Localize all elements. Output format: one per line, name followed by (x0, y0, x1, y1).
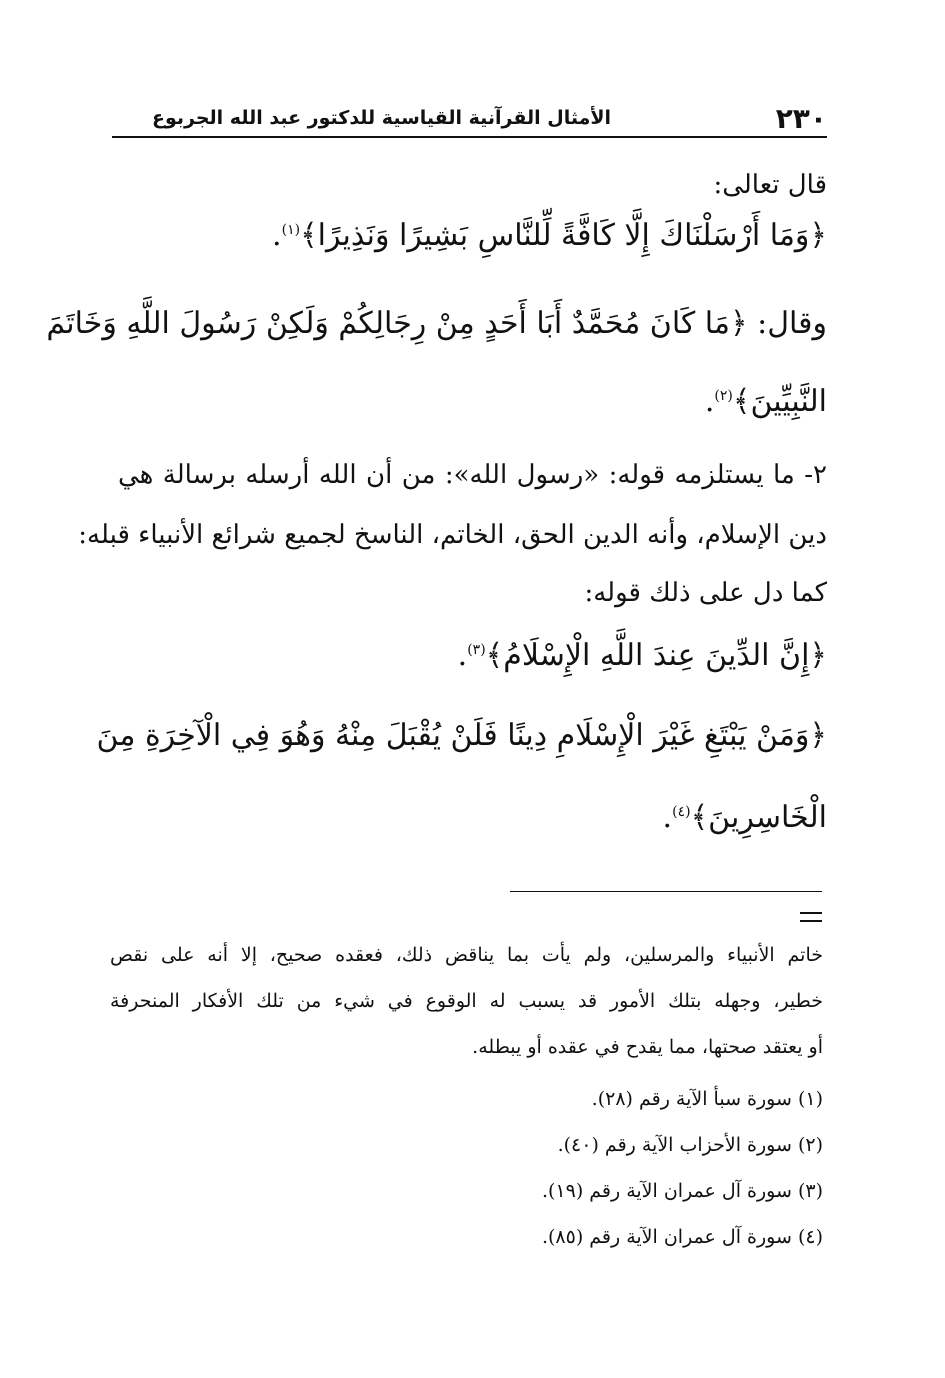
intro-text: قال تعالى: (713, 170, 827, 200)
verse-4-line-2 (663, 800, 827, 835)
verse-text: الْخَاسِرِينَ﴾ (690, 800, 827, 835)
footnote-ref: (٤) (672, 804, 691, 820)
paragraph-line-3 (584, 578, 827, 608)
page-number: ٢٣٠ (775, 101, 827, 135)
verse-1 (272, 218, 827, 253)
footnote-ref: (٣) (467, 642, 486, 658)
verse-text: ﴿مَا كَانَ مُحَمَّدٌ أَبَا أَحَدٍ مِنْ رِجَالِكُمْ وَلَكِنْ رَسُولَ اللَّهِ وَخَاتَمَ (46, 306, 748, 341)
paragraph-text: ٢- ما يستلزمه قوله: «رسول الله»: من أن الله أرسله برسالة هي (118, 460, 827, 490)
paragraph-text: دين الإسلام، وأنه الدين الحق، الخاتم، الناسخ لجميع شرائع الأنبياء قبله: (78, 520, 827, 550)
footnote-3: (٣) سورة آل عمران الآية رقم (١٩). (541, 1180, 823, 1202)
verse-text: ﴿وَمَنْ يَبْتَغِ غَيْرَ الْإِسْلَامِ دِينًا فَلَنْ يُقْبَلَ مِنْهُ وَهُوَ فِي الْآخِرَةِ مِنَ (96, 718, 827, 753)
paragraph-text: كما دل على ذلك قوله: (584, 578, 827, 608)
footnote-1: (١) سورة سبأ الآية رقم (٢٨). (591, 1088, 823, 1110)
running-title: الأمثال القرآنية القياسية للدكتور عبد الله الجربوع (152, 107, 612, 129)
paragraph-line-2 (78, 520, 827, 550)
footnote-2: (٢) سورة الأحزاب الآية رقم (٤٠). (557, 1134, 823, 1156)
footnote-ref: (١) (281, 222, 301, 238)
period: . (457, 638, 468, 673)
verse-text: ﴿وَمَا أَرْسَلْنَاكَ إِلَّا كَافَّةً لِّلنَّاسِ بَشِيرًا وَنَذِيرًا﴾ (300, 218, 827, 253)
footnote-continuation-line-3: أو يعتقد صحتها، مما يقدح في عقده أو يبطله. (472, 1036, 823, 1058)
footnote-continuation-line-2: خطير، وجهله بتلك الأمور قد يسبب له الوقوع في شيء من تلك الأفكار المنحرفة (110, 990, 823, 1012)
verse-2-line-1 (46, 306, 827, 341)
intro-line-1 (713, 170, 827, 200)
footnote-ref: (٢) (714, 388, 733, 404)
continuation-mark (800, 912, 822, 922)
paragraph-line-1 (118, 460, 827, 490)
footnote-separator (510, 891, 822, 892)
page-header (112, 100, 827, 138)
verse-2-line-2 (705, 384, 827, 419)
verse-4-line-1 (96, 718, 827, 753)
period: . (272, 218, 282, 253)
period: . (704, 384, 715, 419)
verse-text: النَّبِيِّينَ﴾ (732, 384, 827, 419)
verse-3 (458, 638, 827, 673)
intro-text: وقال: (757, 306, 827, 341)
verse-text: ﴿إِنَّ الدِّينَ عِندَ اللَّهِ الْإِسْلَامُ﴾ (485, 638, 827, 673)
footnote-4: (٤) سورة آل عمران الآية رقم (٨٥). (541, 1226, 823, 1248)
footnote-continuation-line-1: خاتم الأنبياء والمرسلين، ولم يأت بما يناقض ذلك، فعقده صحيح، إلا أنه على نقص (110, 944, 823, 966)
period: . (662, 800, 673, 835)
